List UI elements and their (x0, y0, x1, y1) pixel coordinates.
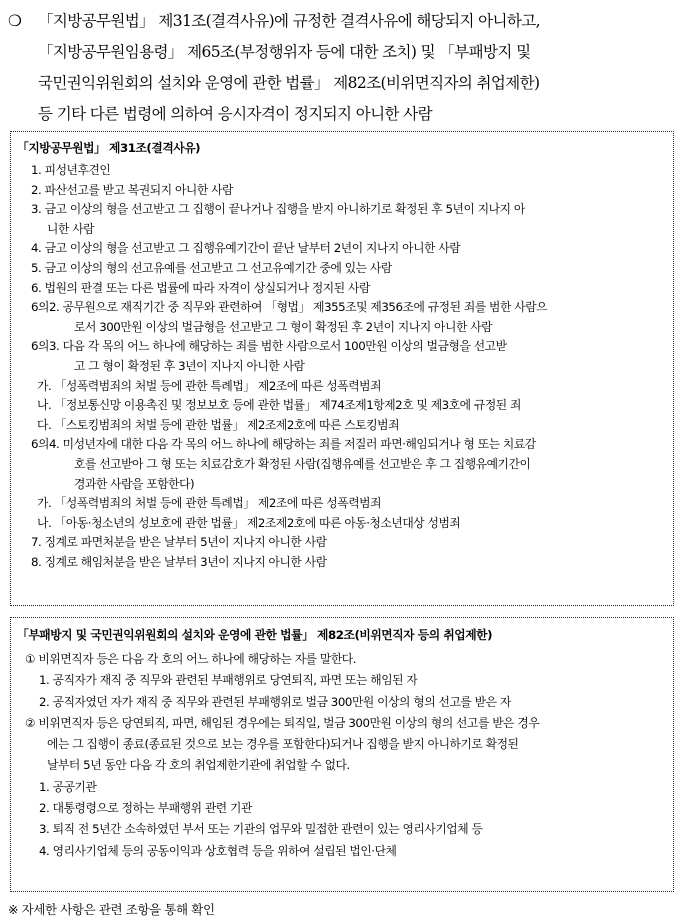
list-item: 1. 공직자가 재직 중 직무와 관련된 부패행위로 당연퇴직, 파면 또는 해임된 자 (39, 673, 418, 688)
box-title: 「부패방지 및 국민권익위원회의 설치와 운영에 관한 법률」 제82조(비위면직자 등의 취업제한) (17, 628, 493, 642)
list-item: 1. 피성년후견인 (31, 163, 111, 177)
clause-continuation: 에는 그 집행이 종료(종료된 것으로 보는 경우를 포함한다)되거나 집행을 받지 아니하기로 확정된 (47, 737, 519, 752)
list-item-continuation: 로서 300만원 이상의 벌금형을 선고받고 그 형이 확정된 후 2년이 지나지 아니한 사람 (74, 319, 493, 334)
intro-line-1: 「지방공무원법」 제31조(결격사유)에 규정한 결격사유에 해당되지 아니하고, (38, 12, 540, 30)
box-title: 「지방공무원법」 제31조(결격사유) (17, 141, 201, 155)
clause-continuation: 날부터 5년 동안 다음 각 호의 취업제한기관에 취업할 수 없다. (47, 758, 350, 773)
list-item: 7. 징계로 파면처분을 받은 날부터 5년이 지나지 아니한 사람 (31, 535, 327, 550)
list-item: 2. 공직자였던 자가 재직 중 직무와 관련된 부패행위로 벌금 300만원 이상의 형의 선고를 받은 자 (39, 694, 511, 709)
intro-line-2: 「지방공무원임용령」 제65조(부정행위자 등에 대한 조치) 및 「부패방지 및 (38, 43, 531, 61)
list-item: 6의4. 미성년자에 대한 다음 각 목의 어느 하나에 해당하는 죄를 저질러 파면·해임되거나 형 또는 치료감 (31, 437, 536, 452)
list-item: 2. 파산선고를 받고 복권되지 아니한 사람 (31, 182, 233, 197)
clause-item: ① 비위면직자 등은 다음 각 호의 어느 하나에 해당하는 자를 말한다. (25, 652, 357, 666)
list-item: 4. 금고 이상의 형을 선고받고 그 집행유예기간이 끝난 날부터 2년이 지나지 아니한 사람 (31, 241, 461, 256)
list-item: 2. 대통령령으로 정하는 부패행위 관련 기관 (39, 801, 252, 816)
list-item-continuation: 니한 사람 (47, 221, 95, 236)
list-item: 5. 금고 이상의 형의 선고유예를 선고받고 그 선고유예기간 중에 있는 사람 (31, 260, 392, 275)
list-item: 3. 퇴직 전 5년간 소속하였던 부서 또는 기관의 업무와 밀접한 관련이 있는 영리사기업체 등 (39, 822, 483, 837)
list-item: 6. 법원의 판결 또는 다른 법률에 따라 자격이 상실되거나 정지된 사람 (31, 280, 370, 295)
anti-corruption-act-box (10, 617, 674, 892)
list-item: 3. 금고 이상의 형을 선고받고 그 집행이 끝나거나 집행을 받지 아니하기로 확정된 후 5년이 지나지 아 (31, 202, 525, 217)
sub-list-item: 가. 「성폭력범죄의 처벌 등에 관한 특례법」 제2조에 따른 성폭력범죄 (37, 496, 382, 511)
local-civil-service-act-box (10, 131, 674, 606)
clause-item: ② 비위면직자 등은 당연퇴직, 파면, 해임된 경우에는 퇴직일, 벌금 300만원 이상의 형의 선고를 받은 경우 (25, 715, 540, 730)
list-item: 6의2. 공무원으로 재직기간 중 직무와 관련하여 「형법」 제355조및 제356조에 규정된 죄를 범한 사람으 (31, 300, 548, 315)
sub-list-item: 나. 「아동·청소년의 성보호에 관한 법률」 제2조제2호에 따른 아동·청소년대상 성범죄 (37, 515, 461, 530)
list-item: 4. 영리사기업체 등의 공동이익과 상호협력 등을 위하여 설립된 법인·단체 (39, 843, 397, 858)
intro-line-3: 국민권익위원회의 설치와 운영에 관한 법률」 제82조(비위면직자의 취업제한) (38, 74, 540, 92)
list-item-continuation: 경과한 사람을 포함한다) (74, 476, 195, 491)
sub-list-item: 다. 「스토킹범죄의 처벌 등에 관한 법률」 제2조제2호에 따른 스토킹범죄 (37, 417, 400, 432)
sub-list-item: 가. 「성폭력범죄의 처벌 등에 관한 특례법」 제2조에 따른 성폭력범죄 (37, 378, 382, 393)
list-item-continuation: 호를 선고받아 그 형 또는 치료감호가 확정된 사람(집행유예를 선고받은 후 그 집행유예기간이 (74, 456, 531, 471)
list-item: 6의3. 다음 각 목의 어느 하나에 해당하는 죄를 범한 사람으로서 100만원 이상의 벌금형을 선고받 (31, 339, 507, 354)
list-item: 1. 공공기관 (39, 779, 97, 794)
list-item: 8. 징계로 해임처분을 받은 날부터 3년이 지나지 아니한 사람 (31, 554, 327, 569)
circle-bullet-icon: ❍ (8, 12, 22, 30)
intro-line-4: 등 기타 다른 법령에 의하여 응시자격이 정지되지 아니한 사람 (38, 105, 432, 123)
intro-paragraph (8, 6, 676, 130)
sub-list-item: 나. 「정보통신망 이용촉진 및 정보보호 등에 관한 법률」 제74조제1항제2호 및 제3호에 규정된 죄 (37, 398, 521, 413)
list-item-continuation: 고 그 형이 확정된 후 3년이 지나지 아니한 사람 (74, 358, 305, 373)
footnote: ※ 자세한 사항은 관련 조항을 통해 확인 (8, 902, 215, 917)
